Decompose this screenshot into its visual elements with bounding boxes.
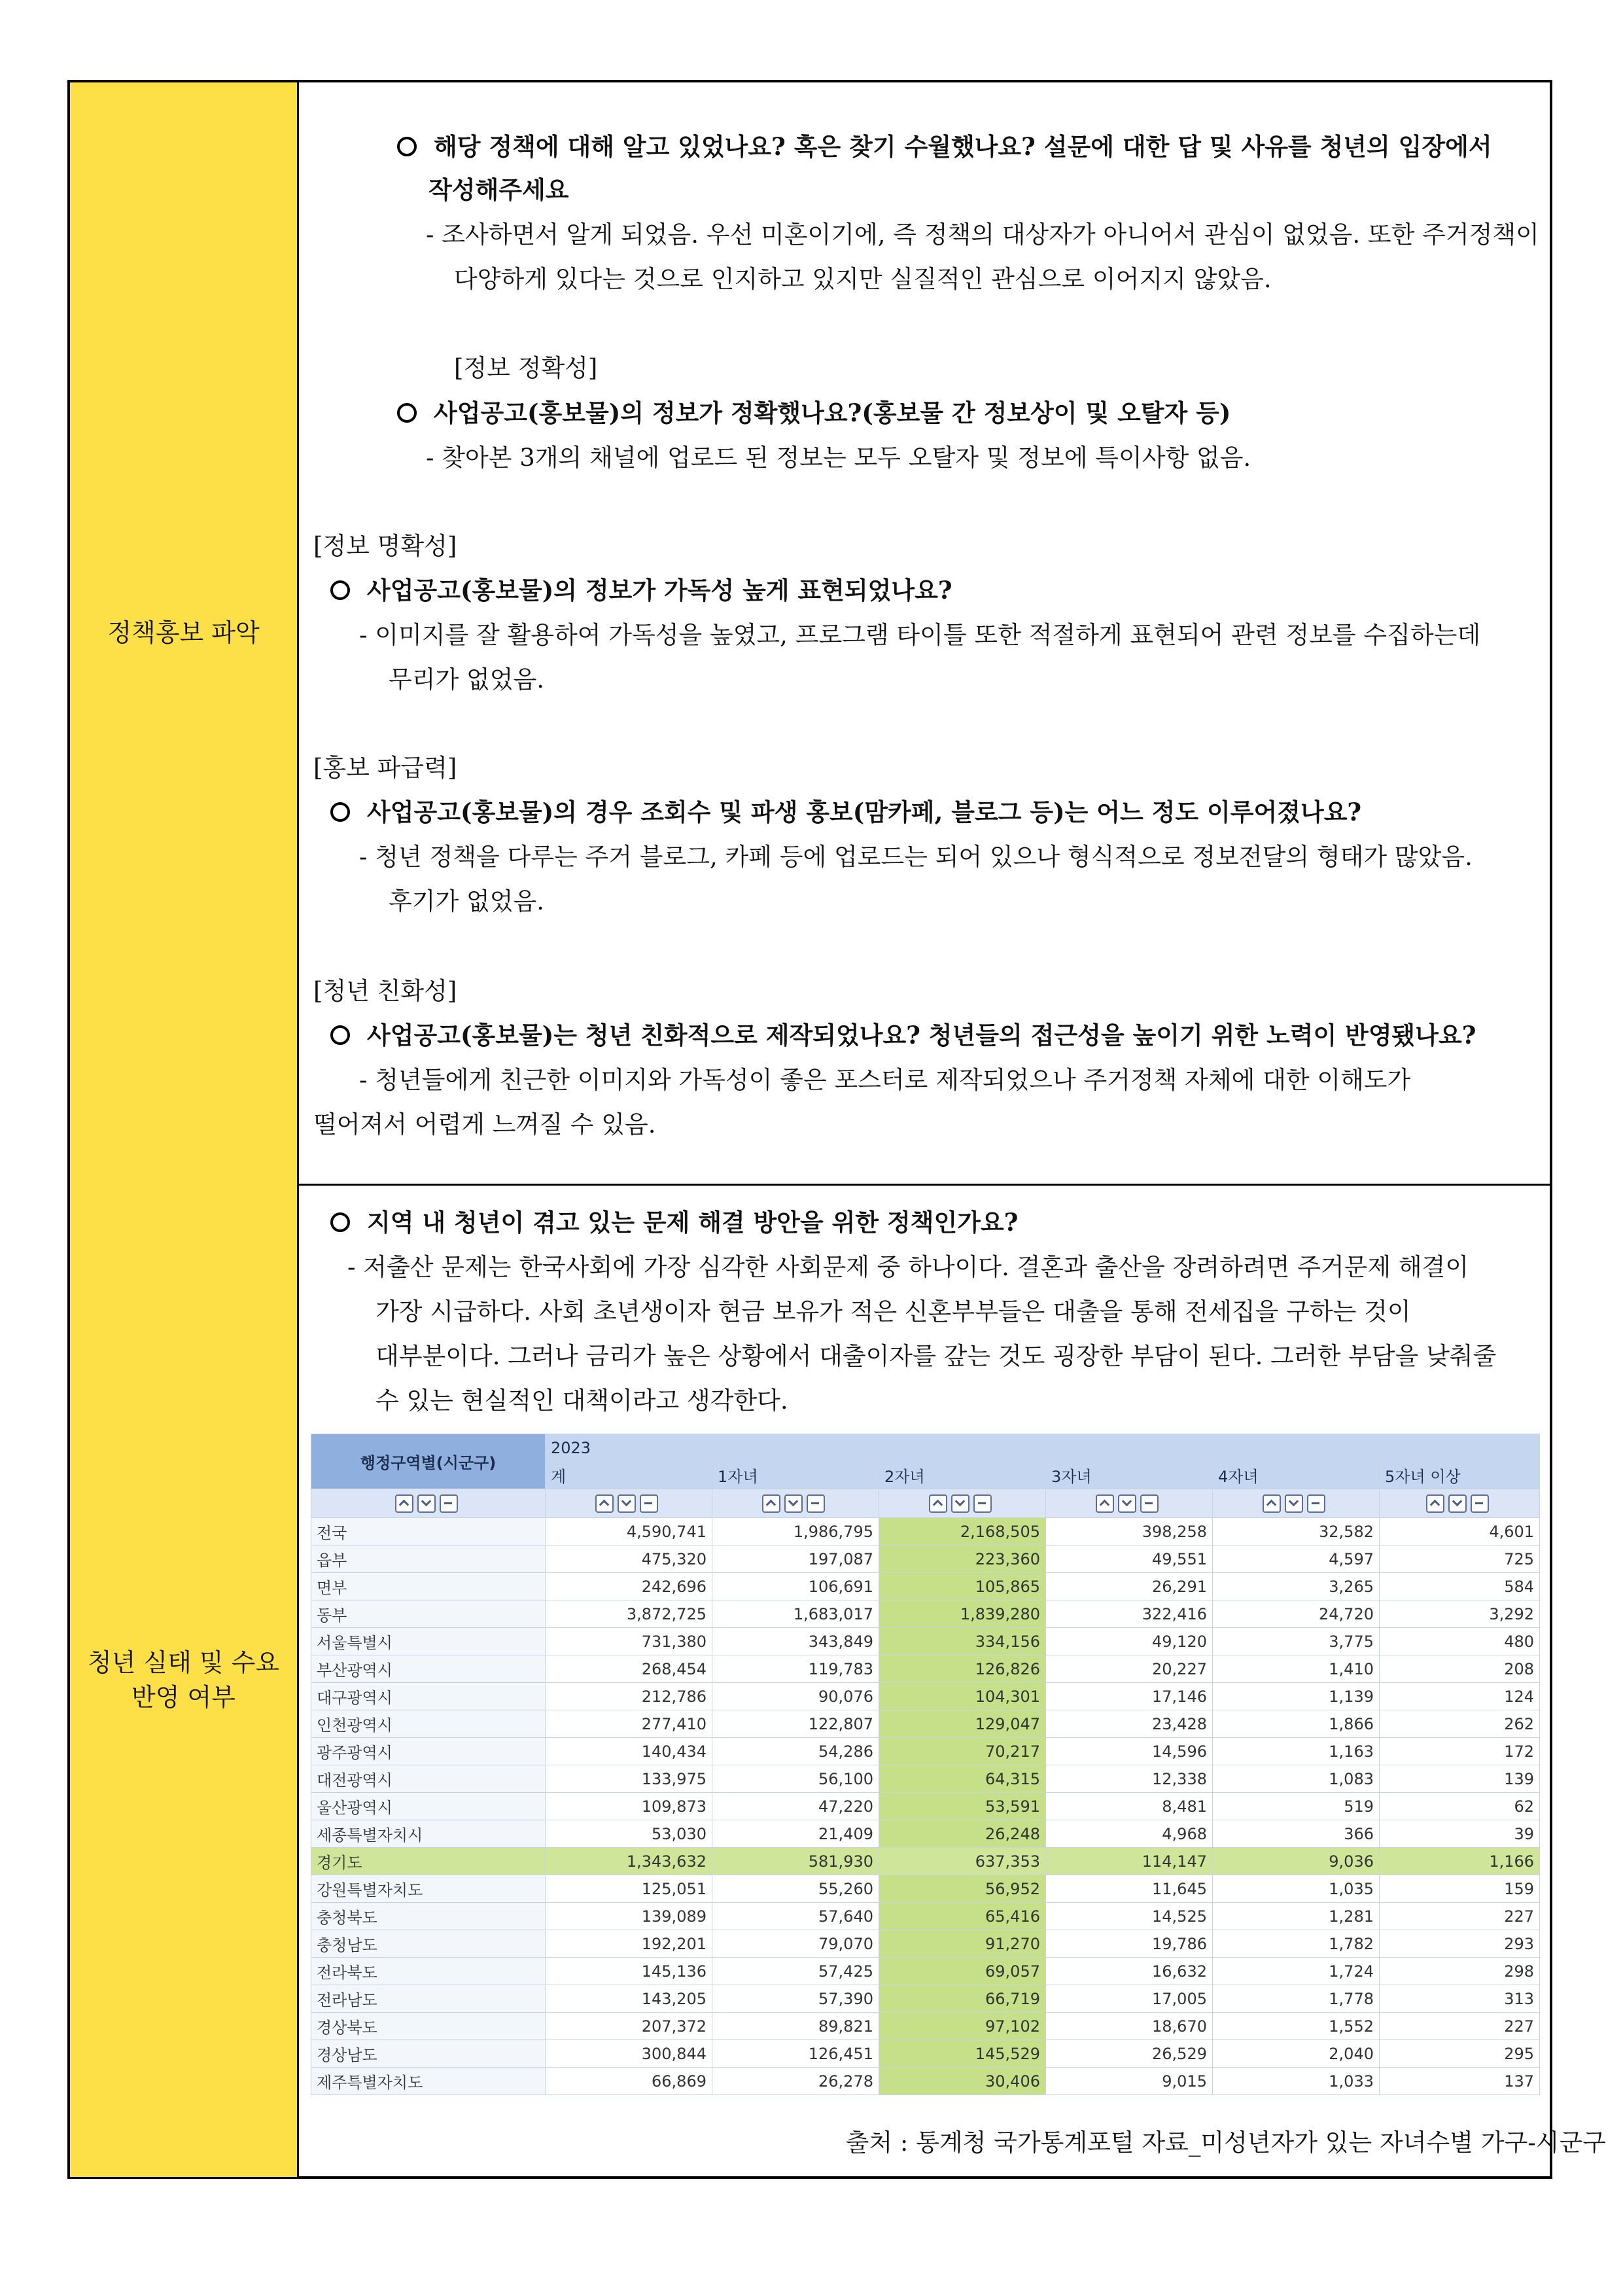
value-cell: 139 (1380, 1765, 1540, 1793)
answer-awareness-line1: - 조사하면서 알게 되었음. 우선 미혼이기에, 즉 정책의 대상자가 아니어서 관심이 없었음. 또한 주거정책이 (426, 221, 1539, 249)
sort-ascending-icon[interactable] (595, 1494, 614, 1513)
heading-youth-friendliness: [청년 친화성] (313, 977, 457, 1005)
row-label-youth-demand (70, 1184, 299, 2177)
row-label-text-line1: 청년 실태 및 수요 (87, 1648, 280, 1677)
table-row (311, 1848, 1540, 1875)
sort-controls (1213, 1489, 1380, 1518)
data-source-note: 출처 : 통계청 국가통계포털 자료_미성년자가 있는 자녀수별 가구-시군구 (845, 2128, 1606, 2157)
question-awareness-cont: 작성해주세요 (428, 175, 569, 204)
value-cell: 23,428 (1046, 1710, 1213, 1738)
table-row (311, 1930, 1540, 1958)
circle-bullet-icon (330, 580, 350, 600)
value-cell: 277,410 (546, 1710, 712, 1738)
value-cell: 124 (1380, 1683, 1540, 1710)
circle-bullet-icon (330, 802, 350, 822)
region-name-cell: 충청남도 (311, 1930, 546, 1958)
value-cell: 66,719 (879, 1985, 1046, 2013)
sort-controls (879, 1489, 1046, 1518)
value-cell: 56,100 (712, 1765, 879, 1793)
value-cell: 3,265 (1213, 1573, 1380, 1600)
value-cell: 295 (1380, 2040, 1540, 2068)
answer-info-clarity-line1: - 이미지를 잘 활용하여 가독성을 높였고, 프로그램 타이틀 또한 적절하게 표현되어 관련 정보를 수집하는데 (359, 621, 1481, 649)
answer-promotion-reach-line1: - 청년 정책을 다루는 주거 블로그, 카페 등에 업로드는 되어 있으나 형식적으로 정보전달의 형태가 많았음. (359, 843, 1473, 871)
table-row (311, 1793, 1540, 1820)
value-cell: 1,839,280 (879, 1600, 1046, 1628)
value-cell: 343,849 (712, 1628, 879, 1655)
value-cell: 4,968 (1046, 1820, 1213, 1848)
value-cell: 57,390 (712, 1985, 879, 2013)
value-cell: 145,529 (879, 2040, 1046, 2068)
answer-youth-friendliness-line2: 떨어져서 어렵게 느껴질 수 있음. (313, 1110, 656, 1139)
value-cell: 1,281 (1213, 1903, 1380, 1930)
region-name-cell: 서울특별시 (311, 1628, 546, 1655)
value-cell: 1,163 (1213, 1738, 1380, 1765)
table-row (311, 1765, 1540, 1793)
value-cell: 26,291 (1046, 1573, 1213, 1600)
question-youth-friendliness: 사업공고(홍보물)는 청년 친화적으로 제작되었나요? 청년들의 접근성을 높이기 위한 노력이 반영됐나요? (330, 1023, 1476, 1048)
region-name-cell: 광주광역시 (311, 1738, 546, 1765)
sort-ascending-icon[interactable] (1096, 1494, 1114, 1513)
value-cell: 125,051 (546, 1875, 712, 1903)
value-cell: 24,720 (1213, 1600, 1380, 1628)
region-column-header[interactable]: 행정구역별(시군구) (311, 1434, 546, 1489)
value-cell: 1,343,632 (546, 1848, 712, 1875)
heading-info-clarity: [정보 명확성] (313, 532, 457, 560)
value-cell: 19,786 (1046, 1930, 1213, 1958)
sort-ascending-icon[interactable] (395, 1494, 413, 1513)
value-cell: 519 (1213, 1793, 1380, 1820)
sort-descending-icon[interactable] (951, 1494, 969, 1513)
answer-problem-solving-line1: - 저출산 문제는 한국사회에 가장 심각한 사회문제 중 하나이다. 결혼과 출산을 장려하려면 주거문제 해결이 (347, 1253, 1469, 1281)
collapse-icon[interactable] (640, 1494, 658, 1513)
sort-descending-icon[interactable] (417, 1494, 436, 1513)
value-cell: 90,076 (712, 1683, 879, 1710)
value-cell: 104,301 (879, 1683, 1046, 1710)
value-cell: 4,597 (1213, 1545, 1380, 1573)
value-cell: 192,201 (546, 1930, 712, 1958)
value-cell: 126,451 (712, 2040, 879, 2068)
value-cell: 4,590,741 (546, 1518, 712, 1545)
value-cell: 119,783 (712, 1655, 879, 1683)
value-cell: 62 (1380, 1793, 1540, 1820)
sort-controls (546, 1489, 712, 1518)
value-cell: 30,406 (879, 2068, 1046, 2095)
sort-controls (712, 1489, 879, 1518)
question-problem-solving: 지역 내 청년이 겪고 있는 문제 해결 방안을 위한 정책인가요? (330, 1210, 1018, 1235)
value-cell: 1,986,795 (712, 1518, 879, 1545)
value-cell: 1,410 (1213, 1655, 1380, 1683)
region-name-cell: 전라북도 (311, 1958, 546, 1985)
value-cell: 4,601 (1380, 1518, 1540, 1545)
answer-problem-solving-line4: 수 있는 현실적인 대책이라고 생각한다. (375, 1386, 788, 1415)
table-row (311, 1545, 1540, 1573)
value-cell: 17,005 (1046, 1985, 1213, 2013)
row-label-policy-promotion (70, 82, 299, 1184)
table-row (311, 1958, 1540, 1985)
value-cell: 65,416 (879, 1903, 1046, 1930)
table-row (311, 1985, 1540, 2013)
table-row (311, 1875, 1540, 1903)
value-cell: 14,596 (1046, 1738, 1213, 1765)
sort-controls (311, 1489, 546, 1518)
value-cell: 475,320 (546, 1545, 712, 1573)
collapse-icon[interactable] (440, 1494, 458, 1513)
column-header[interactable]: 4자녀 (1213, 1462, 1380, 1489)
answer-info-accuracy: - 찾아본 3개의 채널에 업로드 된 정보는 모두 오탈자 및 정보에 특이사항 없음. (426, 444, 1251, 472)
value-cell: 1,552 (1213, 2013, 1380, 2040)
region-name-cell: 대전광역시 (311, 1765, 546, 1793)
column-header[interactable]: 계 (546, 1462, 712, 1489)
sort-ascending-icon[interactable] (1426, 1494, 1444, 1513)
value-cell: 145,136 (546, 1958, 712, 1985)
value-cell: 8,481 (1046, 1793, 1213, 1820)
value-cell: 1,778 (1213, 1985, 1380, 2013)
value-cell: 20,227 (1046, 1655, 1213, 1683)
value-cell: 109,873 (546, 1793, 712, 1820)
collapse-icon[interactable] (1471, 1494, 1489, 1513)
value-cell: 66,869 (546, 2068, 712, 2095)
value-cell: 143,205 (546, 1985, 712, 2013)
answer-problem-solving-line2: 가장 시급하다. 사회 초년생이자 현금 보유가 적은 신혼부부들은 대출을 통해 전세집을 구하는 것이 (375, 1298, 1411, 1326)
sort-descending-icon[interactable] (784, 1494, 803, 1513)
row-label-text-line2: 반영 여부 (131, 1683, 236, 1712)
answer-info-clarity-line2: 무리가 없었음. (389, 665, 544, 694)
value-cell: 21,409 (712, 1820, 879, 1848)
value-cell: 3,292 (1380, 1600, 1540, 1628)
region-name-cell: 세종특별자치시 (311, 1820, 546, 1848)
value-cell: 57,640 (712, 1903, 879, 1930)
value-cell: 300,844 (546, 2040, 712, 2068)
region-name-cell: 전국 (311, 1518, 546, 1545)
region-name-cell: 경기도 (311, 1848, 546, 1875)
value-cell: 398,258 (1046, 1518, 1213, 1545)
value-cell: 49,551 (1046, 1545, 1213, 1573)
value-cell: 140,434 (546, 1738, 712, 1765)
value-cell: 54,286 (712, 1738, 879, 1765)
value-cell: 581,930 (712, 1848, 879, 1875)
table-row (311, 1655, 1540, 1683)
circle-bullet-icon (397, 403, 417, 423)
region-name-cell: 부산광역시 (311, 1655, 546, 1683)
value-cell: 18,670 (1046, 2013, 1213, 2040)
table-row (311, 1738, 1540, 1765)
region-name-cell: 전라남도 (311, 1985, 546, 2013)
value-cell: 105,865 (879, 1573, 1046, 1600)
value-cell: 208 (1380, 1655, 1540, 1683)
region-name-cell: 경상북도 (311, 2013, 546, 2040)
column-header[interactable]: 3자녀 (1046, 1462, 1213, 1489)
value-cell: 1,166 (1380, 1848, 1540, 1875)
table-row (311, 1683, 1540, 1710)
value-cell: 39 (1380, 1820, 1540, 1848)
value-cell: 298 (1380, 1958, 1540, 1985)
value-cell: 133,975 (546, 1765, 712, 1793)
value-cell: 334,156 (879, 1628, 1046, 1655)
table-row (311, 2068, 1540, 2095)
value-cell: 172 (1380, 1738, 1540, 1765)
value-cell: 223,360 (879, 1545, 1046, 1573)
value-cell: 3,872,725 (546, 1600, 712, 1628)
value-cell: 139,089 (546, 1903, 712, 1930)
value-cell: 1,683,017 (712, 1600, 879, 1628)
region-name-cell: 면부 (311, 1573, 546, 1600)
value-cell: 227 (1380, 2013, 1540, 2040)
sort-ascending-icon[interactable] (762, 1494, 780, 1513)
value-cell: 212,786 (546, 1683, 712, 1710)
value-cell: 227 (1380, 1903, 1540, 1930)
circle-bullet-icon (330, 1212, 350, 1232)
region-name-cell: 동부 (311, 1600, 546, 1628)
value-cell: 1,866 (1213, 1710, 1380, 1738)
value-cell: 159 (1380, 1875, 1540, 1903)
value-cell: 1,724 (1213, 1958, 1380, 1985)
value-cell: 17,146 (1046, 1683, 1213, 1710)
sort-descending-icon[interactable] (1285, 1494, 1303, 1513)
value-cell: 57,425 (712, 1958, 879, 1985)
household-statistics-table (311, 1434, 1539, 2095)
value-cell: 725 (1380, 1545, 1540, 1573)
value-cell: 322,416 (1046, 1600, 1213, 1628)
sort-ascending-icon[interactable] (1263, 1494, 1281, 1513)
value-cell: 731,380 (546, 1628, 712, 1655)
value-cell: 12,338 (1046, 1765, 1213, 1793)
row-label-text: 정책홍보 파악 (107, 618, 260, 647)
value-cell: 3,775 (1213, 1628, 1380, 1655)
circle-bullet-icon (397, 137, 417, 156)
table-row (311, 1710, 1540, 1738)
value-cell: 2,040 (1213, 2040, 1380, 2068)
value-cell: 197,087 (712, 1545, 879, 1573)
question-info-accuracy: 사업공고(홍보물)의 정보가 정확했나요?(홍보물 간 정보상이 및 오탈자 등) (397, 401, 1230, 425)
policy-promotion-content (299, 82, 1550, 1184)
table-row (311, 2040, 1540, 2068)
value-cell: 480 (1380, 1628, 1540, 1655)
answer-awareness-line2: 다양하게 있다는 것으로 인지하고 있지만 실질적인 관심으로 이어지지 않았음. (454, 265, 1272, 293)
value-cell: 9,015 (1046, 2068, 1213, 2095)
region-name-cell: 충청북도 (311, 1903, 546, 1930)
sort-descending-icon[interactable] (1118, 1494, 1136, 1513)
value-cell: 637,353 (879, 1848, 1046, 1875)
sort-ascending-icon[interactable] (929, 1494, 947, 1513)
heading-info-accuracy: [정보 정확성] (454, 354, 598, 382)
value-cell: 49,120 (1046, 1628, 1213, 1655)
heading-promotion-reach: [홍보 파급력] (313, 754, 457, 782)
value-cell: 293 (1380, 1930, 1540, 1958)
value-cell: 89,821 (712, 2013, 879, 2040)
value-cell: 26,278 (712, 2068, 879, 2095)
value-cell: 313 (1380, 1985, 1540, 2013)
table-row (311, 1573, 1540, 1600)
region-name-cell: 대구광역시 (311, 1683, 546, 1710)
region-name-cell: 경상남도 (311, 2040, 546, 2068)
collapse-icon[interactable] (973, 1494, 992, 1513)
value-cell: 129,047 (879, 1710, 1046, 1738)
value-cell: 11,645 (1046, 1875, 1213, 1903)
table-row (311, 1628, 1540, 1655)
column-header[interactable]: 1자녀 (712, 1462, 879, 1489)
value-cell: 91,270 (879, 1930, 1046, 1958)
circle-bullet-icon (330, 1025, 350, 1045)
answer-youth-friendliness-line1: - 청년들에게 친근한 이미지와 가독성이 좋은 포스터로 제작되었으나 주거정책 자체에 대한 이해도가 (359, 1066, 1411, 1094)
value-cell: 1,139 (1213, 1683, 1380, 1710)
value-cell: 126,826 (879, 1655, 1046, 1683)
value-cell: 55,260 (712, 1875, 879, 1903)
value-cell: 53,030 (546, 1820, 712, 1848)
value-cell: 122,807 (712, 1710, 879, 1738)
value-cell: 366 (1213, 1820, 1380, 1848)
table-row (311, 1518, 1540, 1545)
value-cell: 26,248 (879, 1820, 1046, 1848)
sort-controls (1046, 1489, 1213, 1518)
region-name-cell: 강원특별자치도 (311, 1875, 546, 1903)
value-cell: 207,372 (546, 2013, 712, 2040)
answer-problem-solving-line3: 대부분이다. 그러나 금리가 높은 상황에서 대출이자를 갚는 것도 굉장한 부담이 된다. 그러한 부담을 낮춰줄 (375, 1342, 1497, 1370)
value-cell: 114,147 (1046, 1848, 1213, 1875)
collapse-icon[interactable] (1140, 1494, 1159, 1513)
sort-controls (1380, 1489, 1540, 1518)
value-cell: 137 (1380, 2068, 1540, 2095)
question-promotion-reach: 사업공고(홍보물)의 경우 조회수 및 파생 홍보(맘카페, 블로그 등)는 어느 정도 이루어졌나요? (330, 800, 1361, 824)
column-header[interactable]: 5자녀 이상 (1380, 1462, 1540, 1489)
table-row (311, 1820, 1540, 1848)
value-cell: 26,529 (1046, 2040, 1213, 2068)
region-name-cell: 울산광역시 (311, 1793, 546, 1820)
table-row (311, 1903, 1540, 1930)
value-cell: 584 (1380, 1573, 1540, 1600)
year-header[interactable]: 2023 (546, 1434, 1540, 1462)
value-cell: 268,454 (546, 1655, 712, 1683)
question-info-clarity: 사업공고(홍보물)의 정보가 가독성 높게 표현되었나요? (330, 578, 952, 603)
value-cell: 262 (1380, 1710, 1540, 1738)
value-cell: 69,057 (879, 1958, 1046, 1985)
column-header[interactable]: 2자녀 (879, 1462, 1046, 1489)
sort-descending-icon[interactable] (1448, 1494, 1467, 1513)
question-awareness: 해당 정책에 대해 알고 있었나요? 혹은 찾기 수월했나요? 설문에 대한 답 및 사유를 청년의 입장에서 (397, 135, 1492, 159)
value-cell: 1,033 (1213, 2068, 1380, 2095)
table-row (311, 1600, 1540, 1628)
value-cell: 1,083 (1213, 1765, 1380, 1793)
value-cell: 1,782 (1213, 1930, 1380, 1958)
region-name-cell: 인천광역시 (311, 1710, 546, 1738)
value-cell: 32,582 (1213, 1518, 1380, 1545)
value-cell: 64,315 (879, 1765, 1046, 1793)
value-cell: 1,035 (1213, 1875, 1380, 1903)
value-cell: 53,591 (879, 1793, 1046, 1820)
value-cell: 70,217 (879, 1738, 1046, 1765)
value-cell: 9,036 (1213, 1848, 1380, 1875)
value-cell: 16,632 (1046, 1958, 1213, 1985)
value-cell: 2,168,505 (879, 1518, 1046, 1545)
value-cell: 97,102 (879, 2013, 1046, 2040)
sort-descending-icon[interactable] (618, 1494, 636, 1513)
region-name-cell: 제주특별자치도 (311, 2068, 546, 2095)
value-cell: 56,952 (879, 1875, 1046, 1903)
value-cell: 47,220 (712, 1793, 879, 1820)
answer-promotion-reach-line2: 후기가 없었음. (389, 887, 544, 915)
value-cell: 242,696 (546, 1573, 712, 1600)
value-cell: 14,525 (1046, 1903, 1213, 1930)
collapse-icon[interactable] (1307, 1494, 1325, 1513)
region-name-cell: 읍부 (311, 1545, 546, 1573)
table-row (311, 2013, 1540, 2040)
value-cell: 106,691 (712, 1573, 879, 1600)
collapse-icon[interactable] (807, 1494, 825, 1513)
value-cell: 79,070 (712, 1930, 879, 1958)
